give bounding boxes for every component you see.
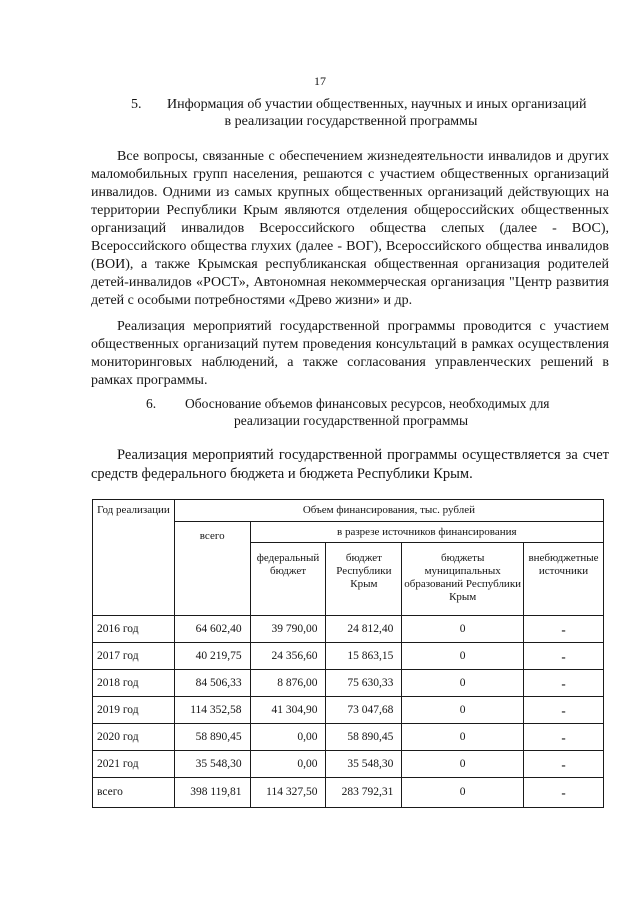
cell-year: 2021 год bbox=[93, 751, 175, 778]
financing-table bbox=[92, 499, 604, 808]
table-row bbox=[93, 670, 604, 697]
cell-year: 2017 год bbox=[93, 643, 175, 670]
page-number: 17 bbox=[314, 74, 326, 88]
cell-municipal: 0 bbox=[402, 751, 524, 778]
header-year: Год реализации bbox=[93, 500, 175, 616]
section-5-number: 5. bbox=[131, 97, 142, 112]
cell-federal: 8 876,00 bbox=[250, 670, 326, 697]
header-volume: Объем финансирования, тыс. рублей bbox=[174, 500, 603, 522]
header-sources: в разрезе источников финансирования bbox=[250, 522, 603, 543]
header-extra: внебюджетные источники bbox=[524, 543, 604, 616]
paragraph-funding-sources: Реализация мероприятий государственной программы осуществляется за счет средств федерального бюджета и бюджета Республики Крым. bbox=[91, 447, 609, 482]
cell-total: 398 119,81 bbox=[174, 778, 250, 808]
paragraph-consultations: Реализация мероприятий государственной программы проводится с участием общественных организаций путем проведения консультаций в рамках осуществления мониторинговых наблюдений, а также согласования управленческих решений в рамках программы. bbox=[91, 319, 609, 388]
cell-federal: 39 790,00 bbox=[250, 616, 326, 643]
cell-crimea: 75 630,33 bbox=[326, 670, 402, 697]
cell-federal: 114 327,50 bbox=[250, 778, 326, 808]
cell-total: 35 548,30 bbox=[174, 751, 250, 778]
table-row bbox=[93, 751, 604, 778]
cell-extra: - bbox=[524, 616, 604, 643]
header-federal: федеральный бюджет bbox=[250, 543, 326, 616]
cell-municipal: 0 bbox=[402, 616, 524, 643]
cell-crimea: 283 792,31 bbox=[326, 778, 402, 808]
table-row bbox=[93, 616, 604, 643]
cell-extra: - bbox=[524, 724, 604, 751]
cell-year: 2016 год bbox=[93, 616, 175, 643]
cell-total: 40 219,75 bbox=[174, 643, 250, 670]
cell-federal: 0,00 bbox=[250, 724, 326, 751]
paragraph-participation: Все вопросы, связанные с обеспечением жизнедеятельности инвалидов и других маломобильных групп населения, решаются с участием общественных организаций инвалидов. Одними из самых крупных общественных организаций действующих на территории Республики Крым являются отделения общероссийских общественных организаций инвалидов Всероссийского общества слепых (далее - ВОС), Всероссийского общества глухих (далее - ВОГ), Всероссийского общества инвалидов (ВОИ), а также Крымская республиканская общественная организация родителей детей-инвалидов «РОСТ», Автономная некоммерческая организация "Центр развития детей с особыми потребностями «Древо жизни» и др. bbox=[91, 149, 609, 308]
table-row bbox=[93, 724, 604, 751]
cell-crimea: 24 812,40 bbox=[326, 616, 402, 643]
cell-total: 114 352,58 bbox=[174, 697, 250, 724]
cell-municipal: 0 bbox=[402, 643, 524, 670]
cell-federal: 24 356,60 bbox=[250, 643, 326, 670]
cell-year: 2018 год bbox=[93, 670, 175, 697]
cell-extra: - bbox=[524, 778, 604, 808]
cell-year: всего bbox=[93, 778, 175, 808]
cell-federal: 0,00 bbox=[250, 751, 326, 778]
cell-year: 2020 год bbox=[93, 724, 175, 751]
cell-year: 2019 год bbox=[93, 697, 175, 724]
cell-federal: 41 304,90 bbox=[250, 697, 326, 724]
cell-municipal: 0 bbox=[402, 670, 524, 697]
table-row bbox=[93, 643, 604, 670]
cell-municipal: 0 bbox=[402, 778, 524, 808]
cell-crimea: 35 548,30 bbox=[326, 751, 402, 778]
cell-total: 84 506,33 bbox=[174, 670, 250, 697]
cell-extra: - bbox=[524, 751, 604, 778]
section-5-title-line1: Информация об участии общественных, научных и иных организаций bbox=[167, 97, 587, 112]
cell-total: 58 890,45 bbox=[174, 724, 250, 751]
cell-municipal: 0 bbox=[402, 697, 524, 724]
section-6-title-line2: реализации государственной программы bbox=[233, 413, 469, 428]
cell-crimea: 15 863,15 bbox=[326, 643, 402, 670]
cell-crimea: 73 047,68 bbox=[326, 697, 402, 724]
section-5-title-line2: в реализации государственной программы bbox=[224, 114, 478, 129]
cell-extra: - bbox=[524, 643, 604, 670]
table-row-total bbox=[93, 778, 604, 808]
header-total: всего bbox=[174, 522, 250, 616]
section-6-title-line1: Обоснование объемов финансовых ресурсов, необходимых для bbox=[185, 396, 550, 411]
cell-total: 64 602,40 bbox=[174, 616, 250, 643]
cell-extra: - bbox=[524, 697, 604, 724]
cell-crimea: 58 890,45 bbox=[326, 724, 402, 751]
cell-municipal: 0 bbox=[402, 724, 524, 751]
cell-extra: - bbox=[524, 670, 604, 697]
header-crimea: бюджет Республики Крым bbox=[326, 543, 402, 616]
header-municipal: бюджеты муниципальных образований Республики Крым bbox=[402, 543, 524, 616]
table-row bbox=[93, 697, 604, 724]
section-6-number: 6. bbox=[146, 396, 157, 411]
